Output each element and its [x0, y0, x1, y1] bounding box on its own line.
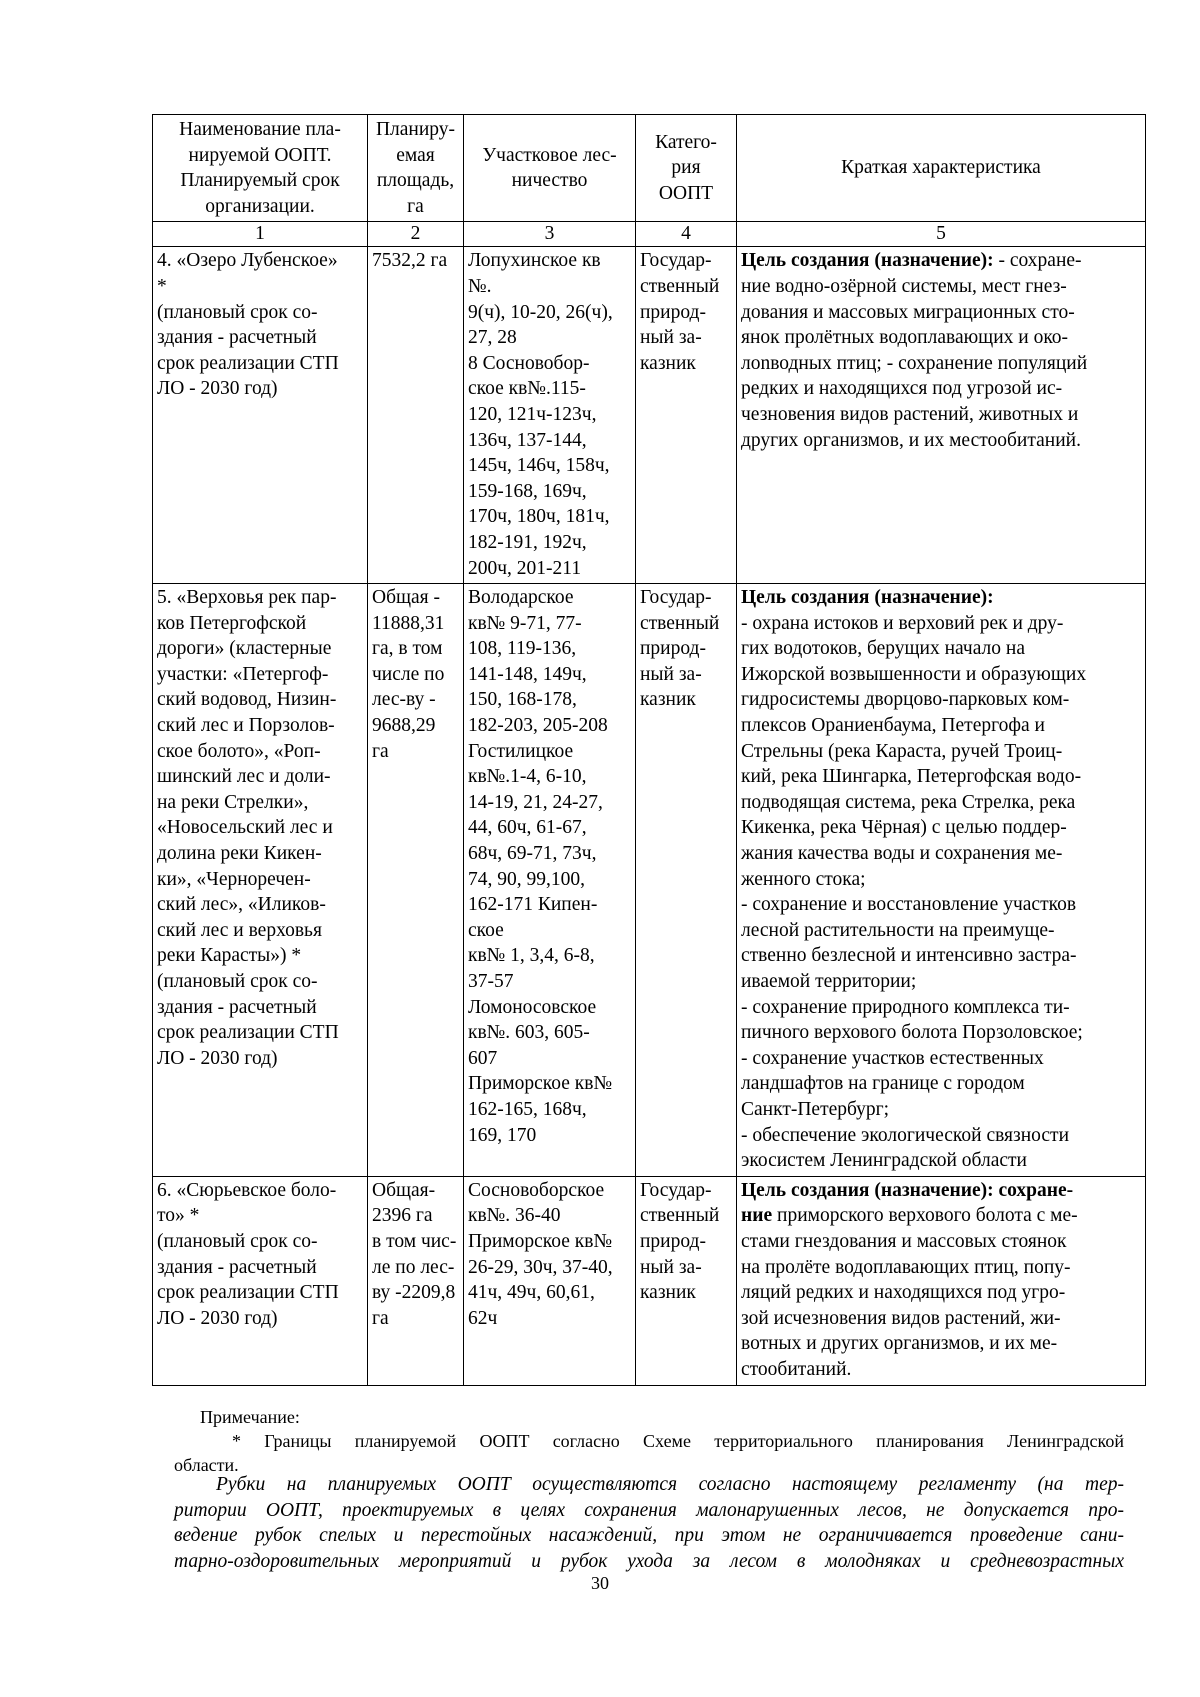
- category-line: казник: [640, 352, 696, 374]
- oopt-area-cell: [368, 247, 464, 584]
- oopt-forestry-cell: [464, 1176, 636, 1385]
- desc-line: ственно безлесной и интенсивно застра-: [741, 945, 1077, 967]
- forestry-line: 169, 170: [468, 1124, 537, 1146]
- desc-line: экосистем Ленинградской области: [741, 1150, 1027, 1172]
- forestry-line: ское кв№.115-: [468, 378, 586, 400]
- desc-line: редких и находящихся под угрозой ис-: [741, 378, 1063, 400]
- area-line: 11888,31: [372, 612, 445, 634]
- col-number: 5: [737, 222, 1146, 247]
- forestry-line: 136ч, 137-144,: [468, 429, 587, 451]
- oopt-area-cell: [368, 584, 464, 1177]
- forestry-line: Гостилицкое: [468, 740, 574, 762]
- forestry-line: 162-165, 168ч,: [468, 1098, 587, 1120]
- header-area: Планиру- емая площадь, га: [368, 115, 464, 222]
- name-line: дороги» (кластерные: [157, 638, 332, 660]
- desc-line: Стрельны (река Караста, ручей Троиц-: [741, 740, 1063, 762]
- oopt-forestry-cell: [464, 584, 636, 1177]
- area-line: га: [372, 740, 389, 762]
- area-line: ле по лес-: [372, 1256, 455, 1278]
- oopt-name-cell: [153, 247, 368, 584]
- column-number-row: [153, 222, 1146, 247]
- category-line: ный за-: [640, 327, 702, 349]
- category-line: Государ-: [640, 250, 712, 272]
- name-line: на реки Стрелки»,: [157, 791, 309, 813]
- desc-line: Ижорской возвышенности и образующих: [741, 663, 1087, 685]
- forestry-line: 74, 90, 99,100,: [468, 868, 585, 890]
- oopt-name-cell: [153, 1176, 368, 1385]
- name-line: ский водовод, Низин-: [157, 689, 337, 711]
- category-line: ственный: [640, 1205, 720, 1227]
- oopt-area-cell: [368, 1176, 464, 1385]
- col-number: 2: [368, 222, 464, 247]
- page-number: 30: [591, 1573, 609, 1593]
- category-line: Государ-: [640, 1179, 712, 1201]
- desc-line: - сохранение участков естественных: [741, 1047, 1044, 1069]
- desc-line: жания качества воды и сохранения ме-: [741, 843, 1063, 865]
- desc-line: иваемой территории;: [741, 971, 917, 992]
- header-forestry: Участковое лес- ничество: [464, 115, 636, 222]
- oopt-category-cell: [636, 584, 737, 1177]
- category-line: природ-: [640, 1230, 706, 1252]
- name-line: ский лес и Порзолов-: [157, 715, 335, 737]
- area-line: 9688,29: [372, 715, 436, 737]
- forestry-line: 44, 60ч, 61-67,: [468, 817, 587, 839]
- forestry-line: 162-171 Кипен-: [468, 894, 598, 916]
- forestry-line: Володарское: [468, 587, 574, 609]
- desc-line: лоnводных птиц; - сохранение популяций: [741, 352, 1088, 374]
- cutting-line: Рубки на планируемых ООПТ осуществляются согласно настоящему регламенту (на тер-: [216, 1474, 1124, 1495]
- name-line: ЛО - 2030 год): [157, 1307, 278, 1329]
- name-line: (плановый срок со-: [157, 971, 318, 992]
- forestry-line: Приморское кв№: [468, 1230, 613, 1252]
- oopt-table: [152, 114, 1146, 1386]
- name-line: ки», «Черноречен-: [157, 868, 311, 890]
- category-line: казник: [640, 1282, 696, 1304]
- table-row: [153, 247, 1146, 584]
- oopt-description-cell: Цель создания (назначение): - сохране- ние водно-озёрной системы, мест гнез- дования и массовых миграционных сто- янок пролётных водоплавающих и око- лоnводных птиц; - сохранение популяций редких и находящихся под угрозой ис- чезновения видов растений, животных и других организмов, и их местообитаний.: [737, 247, 1146, 584]
- forestry-line: 27, 28: [468, 327, 517, 349]
- forestry-line: 170ч, 180ч, 181ч,: [468, 506, 610, 528]
- desc-line: вотных и других организмов, и их ме-: [741, 1333, 1058, 1355]
- area-line: 7532,2 га: [372, 250, 448, 272]
- forestry-line: кв№. 603, 605-: [468, 1022, 590, 1044]
- goal-label: Цель создания (назначение):: [741, 587, 994, 609]
- name-line: шинский лес и доли-: [157, 766, 331, 788]
- name-line: 5. «Верховья рек пар-: [157, 587, 337, 609]
- forestry-line: №.: [468, 275, 492, 297]
- category-line: Государ-: [640, 587, 712, 609]
- desc-line: ландшафтов на границе с городом: [741, 1073, 1025, 1095]
- name-line: реки Карасты») *: [157, 945, 302, 967]
- desc-line: лесной растительности на преимуще-: [741, 919, 1055, 941]
- forestry-line: 14-19, 21, 24-27,: [468, 791, 603, 813]
- name-line: (плановый срок со-: [157, 1230, 318, 1252]
- name-line: срок реализации СТП: [157, 1282, 339, 1304]
- cutting-paragraph: [174, 1472, 1124, 1574]
- desc-line: стами гнездования и массовых стоянок: [741, 1230, 1067, 1252]
- forestry-line: 37-57: [468, 971, 514, 992]
- note-label: Примечание:: [200, 1407, 300, 1427]
- area-line: ву -2209,8: [372, 1282, 456, 1304]
- col-number: 4: [636, 222, 737, 247]
- forestry-line: 108, 119-136,: [468, 638, 577, 660]
- cutting-line: ведение рубок спелых и перестойных насаждений, при этом не ограничивается проведение сани-: [174, 1525, 1124, 1547]
- category-line: ственный: [640, 275, 720, 297]
- oopt-forestry-cell: [464, 247, 636, 584]
- forestry-line: 200ч, 201-211: [468, 557, 582, 579]
- area-line: в том чис-: [372, 1230, 457, 1252]
- forestry-line: 62ч: [468, 1307, 498, 1329]
- col-number: 3: [464, 222, 636, 247]
- forestry-line: кв№. 36-40: [468, 1205, 561, 1227]
- forestry-line: Сосновоборское: [468, 1179, 605, 1201]
- desc-line: - сохранение и восстановление участков: [741, 894, 1077, 916]
- name-line: срок реализации СТП: [157, 1022, 339, 1044]
- desc-line: гидросистемы дворцово-парковых ком-: [741, 689, 1070, 711]
- desc-line: Кикенка, река Чёрная) с целью поддер-: [741, 817, 1067, 839]
- forestry-line: кв№ 1, 3,4, 6-8,: [468, 945, 595, 967]
- desc-line: чезновения видов растений, животных и: [741, 403, 1079, 425]
- desc-line: - обеспечение экологической связности: [741, 1124, 1070, 1146]
- desc-line: - охрана истоков и верховий рек и дру-: [741, 612, 1064, 634]
- goal-label: Цель создания (назначение):: [741, 250, 994, 272]
- cutting-line: ритории ООПТ, проектируемых в целях сохранения малонарушенных лесов, не допускается про-: [174, 1499, 1124, 1521]
- forestry-line: кв№ 9-71, 77-: [468, 612, 582, 634]
- forestry-line: 159-168, 169ч,: [468, 480, 587, 502]
- desc-line: - сохранение природного комплекса ти-: [741, 996, 1070, 1018]
- name-line: (плановый срок со-: [157, 301, 318, 323]
- desc-line: дования и массовых миграционных сто-: [741, 301, 1075, 323]
- desc-line: плексов Ораниенбаума, Петергофа и: [741, 715, 1045, 737]
- forestry-line: 8 Сосновобор-: [468, 352, 590, 374]
- forestry-line: 120, 121ч-123ч,: [468, 403, 597, 425]
- desc-line: кий, река Шингарка, Петергофская водо-: [741, 766, 1082, 788]
- name-line: «Новосельский лес и: [157, 817, 333, 839]
- category-line: ственный: [640, 612, 720, 634]
- name-line: здания - расчетный: [157, 996, 317, 1018]
- cutting-line: тарно-оздоровительных мероприятий и рубок ухода за лесом в молодняках и средневозрастных: [174, 1550, 1124, 1572]
- desc-line: на пролёте водоплавающих птиц, попу-: [741, 1256, 1071, 1278]
- desc-line: ляций редких и находящихся под угро-: [741, 1282, 1066, 1304]
- area-line: га: [372, 1307, 389, 1329]
- note-text: * Границы планируемой ООПТ согласно Схеме территориального планирования Ленинградской: [232, 1431, 1124, 1451]
- desc-line: пичного верхового болота Порзоловское;: [741, 1022, 1083, 1044]
- header-name: Наименование пла- нируемой ООПТ. Планируемый срок организации.: [153, 115, 368, 222]
- name-line: ков Петергофской: [157, 612, 307, 634]
- forestry-line: кв№.1-4, 6-10,: [468, 766, 587, 788]
- desc-line: ние водно-озёрной системы, мест гнез-: [741, 275, 1067, 297]
- forestry-line: Приморское кв№: [468, 1073, 613, 1095]
- oopt-description-cell: [737, 584, 1146, 1177]
- desc-line: стообитаний.: [741, 1358, 852, 1380]
- oopt-description-cell: Цель создания (назначение): сохране- ние приморского верхового болота с ме- стами гнездования и массовых стоянок на пролёте водоплавающих птиц, попу- ляций редких и находящихся под угро- зой исчезновения видов растений, жи- вотных и других организмов, и их ме- стообитаний.: [737, 1176, 1146, 1385]
- header-description: Краткая характеристика: [737, 115, 1146, 222]
- name-line: 4. «Озеро Лубенское»: [157, 250, 338, 272]
- name-line: здания - расчетный: [157, 1256, 317, 1278]
- desc-line: янок пролётных водоплавающих и око-: [741, 327, 1069, 349]
- name-line: то» *: [157, 1205, 200, 1227]
- forestry-line: ское: [468, 919, 504, 941]
- name-line: срок реализации СТП: [157, 352, 339, 374]
- table-row: [153, 584, 1146, 1177]
- header-category: Катего- рия ООПТ: [636, 115, 737, 222]
- forestry-line: 9(ч), 10-20, 26(ч),: [468, 301, 613, 323]
- forestry-line: 145ч, 146ч, 158ч,: [468, 455, 610, 477]
- forestry-line: 41ч, 49ч, 60,61,: [468, 1282, 595, 1304]
- name-line: *: [157, 275, 167, 297]
- area-line: лес-ву -: [372, 689, 436, 711]
- forestry-line: 182-203, 205-208: [468, 715, 608, 737]
- area-line: Общая-: [372, 1179, 436, 1201]
- name-line: ЛО - 2030 год): [157, 1047, 278, 1069]
- note-text-cont: области.: [174, 1455, 239, 1475]
- oopt-category-cell: [636, 1176, 737, 1385]
- desc-line: других организмов, и их местообитаний.: [741, 429, 1081, 451]
- desc-line: Санкт-Петербург;: [741, 1098, 890, 1120]
- goal-label: Цель создания (назначение):: [741, 1179, 994, 1201]
- desc-line: подводящая система, река Стрелка, река: [741, 791, 1076, 813]
- name-line: ЛО - 2030 год): [157, 378, 278, 400]
- forestry-line: Лопухинское кв: [468, 250, 601, 272]
- area-line: га, в том: [372, 638, 443, 660]
- name-line: ское болото», «Роп-: [157, 740, 321, 762]
- forestry-line: 68ч, 69-71, 73ч,: [468, 843, 597, 865]
- oopt-category-cell: [636, 247, 737, 584]
- desc-line: зой исчезновения видов растений, жи-: [741, 1307, 1061, 1329]
- name-line: 6. «Сюрьевское боло-: [157, 1179, 337, 1201]
- category-line: ный за-: [640, 663, 702, 685]
- name-line: ский лес», «Иликов-: [157, 894, 326, 916]
- name-line: здания - расчетный: [157, 327, 317, 349]
- forestry-line: 26-29, 30ч, 37-40,: [468, 1256, 613, 1278]
- forestry-line: 141-148, 149ч,: [468, 663, 587, 685]
- header-row: [153, 115, 1146, 222]
- area-line: Общая -: [372, 587, 441, 609]
- area-line: числе по: [372, 663, 445, 685]
- forestry-line: 150, 168-178,: [468, 689, 577, 711]
- area-line: 2396 га: [372, 1205, 433, 1227]
- name-line: долина реки Кикен-: [157, 843, 322, 865]
- name-line: ский лес и верховья: [157, 919, 322, 941]
- forestry-line: 607: [468, 1047, 498, 1069]
- col-number: 1: [153, 222, 368, 247]
- oopt-name-cell: [153, 584, 368, 1177]
- desc-line: женного стока;: [741, 868, 866, 890]
- category-line: природ-: [640, 301, 706, 323]
- category-line: казник: [640, 689, 696, 711]
- table-row: [153, 1176, 1146, 1385]
- name-line: участки: «Петергоф-: [157, 663, 329, 685]
- category-line: природ-: [640, 638, 706, 660]
- forestry-line: 182-191, 192ч,: [468, 531, 587, 553]
- notes: [174, 1405, 1124, 1477]
- forestry-line: Ломоносовское: [468, 996, 597, 1018]
- category-line: ный за-: [640, 1256, 702, 1278]
- desc-line: гих водотоков, берущих начало на: [741, 638, 1025, 660]
